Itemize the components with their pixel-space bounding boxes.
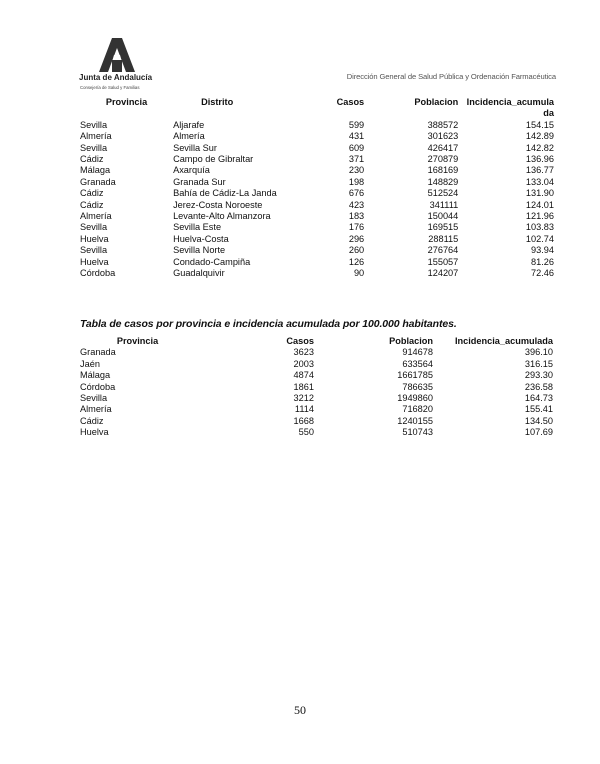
table-cell: 90 <box>353 268 365 279</box>
table-cell: 126 <box>348 256 365 267</box>
table-row <box>80 382 553 393</box>
table-row <box>80 131 554 142</box>
table-cell: 341111 <box>429 199 459 210</box>
table-row <box>80 165 554 176</box>
table-cell: 512524 <box>427 188 459 199</box>
table-cell: 121.96 <box>525 211 554 222</box>
table-cell: 124207 <box>427 268 459 279</box>
district-table <box>80 97 554 280</box>
table-cell: 198 <box>348 176 365 187</box>
table-cell: 316.15 <box>524 358 553 369</box>
table-row <box>80 222 554 233</box>
table-cell: 293.30 <box>524 370 553 381</box>
table-cell: 716820 <box>402 404 433 415</box>
table-cell: 169515 <box>427 222 459 233</box>
table-cell: Sevilla <box>80 119 108 130</box>
table-cell: 301623 <box>427 131 459 142</box>
table-row <box>80 370 553 381</box>
table-cell: 1661785 <box>397 370 433 381</box>
table-row <box>80 416 553 427</box>
junta-logo <box>79 38 159 90</box>
table-cell: Granada Sur <box>173 176 226 187</box>
table-cell: 270879 <box>427 154 459 165</box>
table-cell: Córdoba <box>80 381 116 392</box>
table-row <box>80 359 553 370</box>
table-cell: Granada <box>80 347 116 358</box>
table-cell: Almería <box>173 131 205 142</box>
table-cell: Campo de Gibraltar <box>173 154 254 165</box>
table-cell: Sevilla <box>80 393 108 404</box>
table-cell: 183 <box>348 211 365 222</box>
table-cell: 633564 <box>402 358 433 369</box>
table-cell: 142.82 <box>525 142 554 153</box>
table-cell: 150044 <box>427 211 459 222</box>
table-cell: Almería <box>80 404 112 415</box>
table-cell: 4874 <box>293 370 314 381</box>
column-header: Incidencia_acumulada <box>454 336 553 346</box>
table-cell: 107.69 <box>524 427 553 438</box>
junta-logo-icon <box>99 38 135 72</box>
logo-title: Junta de Andalucía <box>79 73 153 82</box>
table-cell: Cádiz <box>80 154 104 165</box>
table-cell: Aljarafe <box>173 119 205 130</box>
table-header-row <box>80 336 553 347</box>
table-cell: 396.10 <box>524 347 553 358</box>
table-row <box>80 427 553 438</box>
table-row <box>80 234 554 245</box>
table-row <box>80 200 554 211</box>
table-cell: 142.89 <box>525 131 554 142</box>
table-cell: 676 <box>348 188 365 199</box>
table-cell: 2003 <box>293 358 314 369</box>
table-cell: Málaga <box>80 370 111 381</box>
column-header: Casos <box>336 97 365 107</box>
table-cell: 102.74 <box>525 233 554 244</box>
table-cell: Almería <box>80 131 112 142</box>
table-cell: 786635 <box>402 381 433 392</box>
table-cell: 168169 <box>427 165 459 176</box>
table-cell: 599 <box>348 119 365 130</box>
table-cell: Almería <box>80 211 112 222</box>
table-cell: 1861 <box>293 381 314 392</box>
column-header: Provincia <box>116 336 159 346</box>
table-cell: Cádiz <box>80 415 104 426</box>
table-cell: 136.77 <box>525 165 554 176</box>
table-cell: Huelva <box>80 427 109 438</box>
table-cell: 103.83 <box>525 222 554 233</box>
table-cell: Bahía de Cádiz-La Janda <box>173 188 277 199</box>
table-cell: 131.90 <box>525 188 554 199</box>
table-cell: 296 <box>348 233 365 244</box>
table-cell: Sevilla <box>80 222 108 233</box>
table-cell: 133.04 <box>525 176 554 187</box>
table-row <box>80 188 554 199</box>
table-cell: 154.15 <box>525 119 554 130</box>
table-cell: 371 <box>348 154 365 165</box>
table-cell: 148829 <box>427 176 459 187</box>
table-cell: Guadalquivir <box>173 268 225 279</box>
table-cell: 260 <box>348 245 365 256</box>
table-cell: 431 <box>348 131 365 142</box>
table-row <box>80 268 554 279</box>
table-header-row <box>80 97 554 120</box>
column-header: Incidencia_acumula da <box>466 97 554 119</box>
table-cell: 388572 <box>427 119 459 130</box>
table-cell: 3212 <box>293 393 314 404</box>
table-cell: 1114 <box>294 404 314 415</box>
table-cell: Condado-Campiña <box>173 256 251 267</box>
table-cell: 134.50 <box>524 415 553 426</box>
table-cell: 1240155 <box>397 415 433 426</box>
table-cell: 176 <box>348 222 365 233</box>
table-cell: 1949860 <box>397 393 433 404</box>
table-cell: Huelva-Costa <box>173 233 229 244</box>
table-cell: Sevilla <box>80 245 108 256</box>
table-cell: 164.73 <box>524 393 553 404</box>
table-row <box>80 393 553 404</box>
table-row <box>80 245 554 256</box>
header-department: Dirección General de Salud Pública y Ordenación Farmacéutica <box>346 72 556 81</box>
table-cell: 276764 <box>427 245 459 256</box>
table-cell: 3623 <box>293 347 314 358</box>
table-cell: Sevilla Sur <box>173 142 217 153</box>
logo-subtitle: Consejería de Salud y Familias <box>80 85 140 90</box>
table-cell: Cádiz <box>80 199 104 210</box>
table-cell: 609 <box>348 142 365 153</box>
table-cell: Axarquía <box>173 165 210 176</box>
table-cell: 81.26 <box>531 256 554 267</box>
table-row <box>80 211 554 222</box>
table-cell: 550 <box>298 427 314 438</box>
table-cell: Sevilla <box>80 142 108 153</box>
table-cell: 423 <box>348 199 365 210</box>
table-cell: Jerez-Costa Noroeste <box>173 199 263 210</box>
table-row <box>80 143 554 154</box>
table-cell: 93.94 <box>531 245 554 256</box>
table-cell: Cádiz <box>80 188 104 199</box>
table-cell: 236.58 <box>524 381 553 392</box>
table-caption: Tabla de casos por provincia e incidencia acumulada por 100.000 habitantes. <box>80 318 457 330</box>
table-row <box>80 120 554 131</box>
table-cell: Sevilla Este <box>173 222 222 233</box>
table-cell: 510743 <box>402 427 433 438</box>
table-cell: Córdoba <box>80 268 116 279</box>
table-cell: 124.01 <box>525 199 554 210</box>
table-row <box>80 154 554 165</box>
table-cell: 155057 <box>427 256 459 267</box>
table-cell: 230 <box>348 165 365 176</box>
table-cell: Jaén <box>80 358 100 369</box>
table-cell: Sevilla Norte <box>173 245 226 256</box>
table-cell: 136.96 <box>525 154 554 165</box>
column-header: Poblacion <box>414 97 459 107</box>
province-table <box>80 336 553 439</box>
page-number: 50 <box>294 703 306 717</box>
column-header: Distrito <box>201 97 234 107</box>
table-cell: 155.41 <box>524 404 553 415</box>
table-row <box>80 347 553 358</box>
table-cell: 72.46 <box>531 268 554 279</box>
table-cell: 426417 <box>427 142 459 153</box>
table-row <box>80 177 554 188</box>
table-cell: Huelva <box>80 256 109 267</box>
table-cell: Granada <box>80 176 116 187</box>
column-header: Poblacion <box>389 336 433 346</box>
table-cell: Huelva <box>80 233 109 244</box>
table-row <box>80 404 553 415</box>
column-header: Casos <box>286 336 314 346</box>
table-row <box>80 257 554 268</box>
table-cell: 914678 <box>402 347 433 358</box>
table-cell: Málaga <box>80 165 111 176</box>
table-cell: Levante-Alto Almanzora <box>173 211 271 222</box>
column-header: Provincia <box>105 97 148 107</box>
table-cell: 1668 <box>293 415 314 426</box>
table-cell: 288115 <box>428 233 459 244</box>
